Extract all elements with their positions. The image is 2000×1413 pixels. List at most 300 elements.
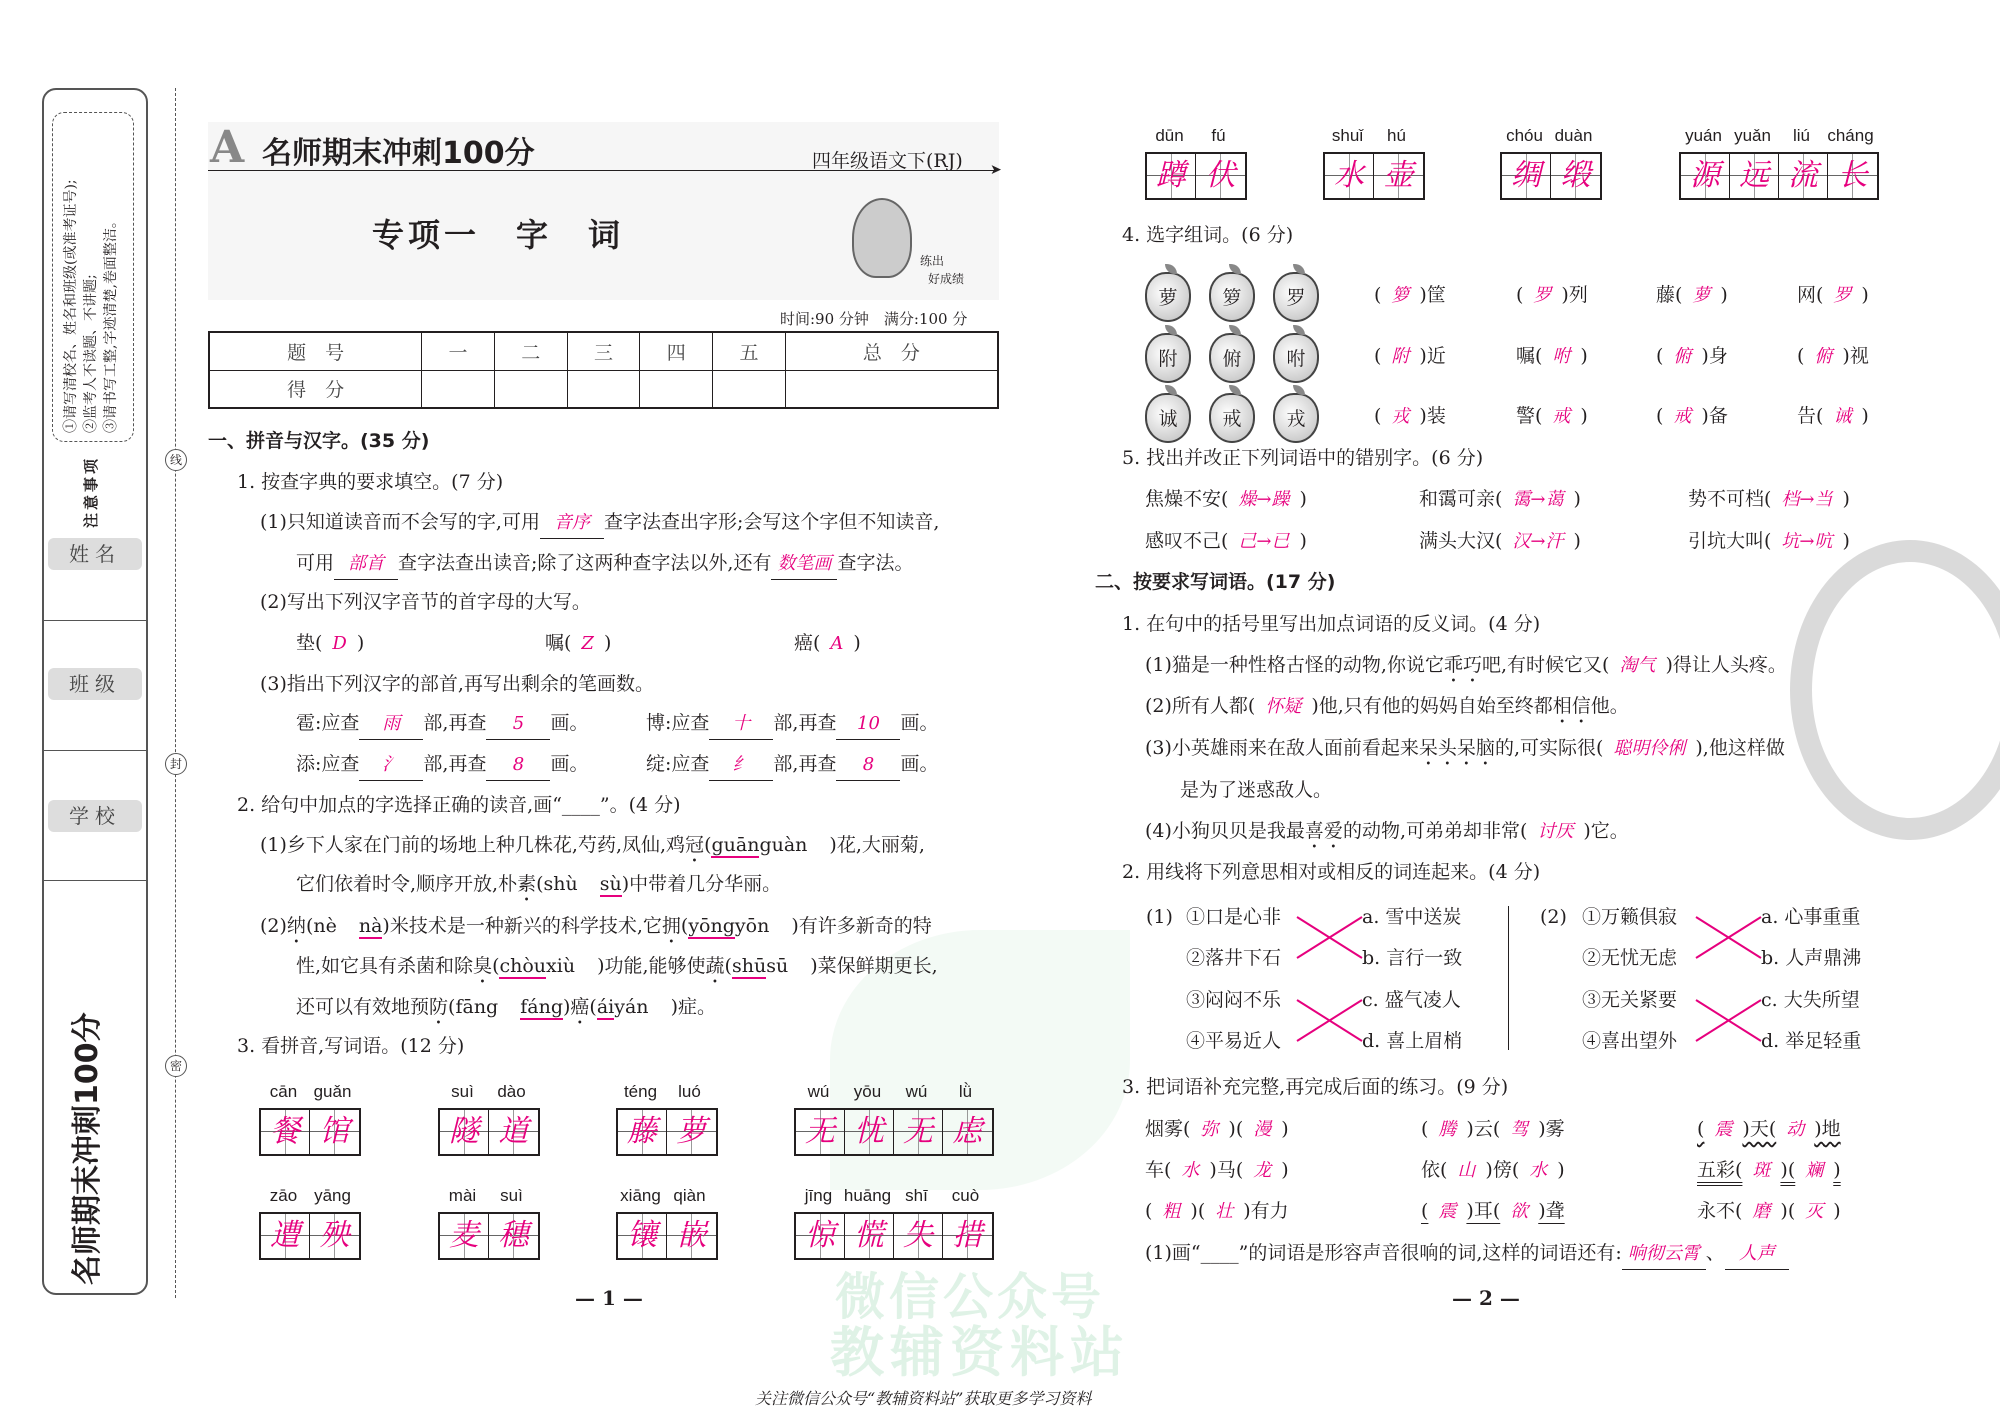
time-info: 时间:90 分钟 满分:100 分	[780, 310, 968, 328]
word-grid	[616, 1186, 718, 1260]
pinyin-option: fāng	[455, 996, 499, 1018]
question-4	[1122, 220, 1293, 250]
text: )	[1573, 488, 1581, 510]
text: 、	[1705, 1242, 1725, 1264]
answer: 戎	[1391, 406, 1410, 427]
character-cell: 远	[1730, 154, 1779, 198]
text: 嘱(	[1516, 345, 1543, 367]
text: ),他这样做	[1695, 737, 1785, 759]
cell	[1688, 484, 1908, 515]
dotted-word: 素	[517, 873, 537, 895]
text: )	[853, 632, 861, 654]
table-header: 四	[640, 332, 713, 370]
cell	[1145, 1196, 1421, 1227]
text: )马(	[1209, 1159, 1244, 1181]
cell	[1374, 280, 1516, 311]
cell	[1516, 401, 1656, 432]
text: (	[448, 996, 456, 1018]
cell	[1516, 280, 1656, 311]
cell	[545, 628, 794, 659]
match-right-item[interactable]: d. 喜上眉梢	[1362, 1030, 1463, 1052]
answer-blank: 十	[709, 709, 773, 740]
text-line	[1145, 733, 1785, 770]
match-left-item[interactable]: ②落井下石	[1186, 947, 1282, 969]
text: 添:应查	[296, 753, 360, 775]
answer: 己→已	[1238, 531, 1290, 552]
match-left-item[interactable]: ①万籁俱寂	[1582, 906, 1678, 928]
text: )雾	[1538, 1118, 1565, 1140]
text: (	[1516, 284, 1524, 306]
pinyin: hú	[1387, 126, 1406, 145]
pinyin: wú	[807, 1082, 830, 1101]
dotted-word: 冠	[685, 834, 705, 856]
stamp-watermark-icon	[1790, 540, 2000, 840]
character-cell: 慌	[845, 1214, 894, 1258]
answer-blank: 氵	[359, 750, 423, 781]
answer: 水	[1181, 1160, 1200, 1181]
text: 的动物,可弟弟却非常(	[1342, 820, 1528, 842]
text: 画。	[900, 712, 939, 734]
text: 部,再查	[773, 753, 837, 775]
text: 车(	[1145, 1159, 1172, 1181]
answer: 附	[1391, 346, 1410, 367]
character-cell: 餐	[261, 1110, 310, 1154]
character-cell: 殃	[310, 1214, 359, 1258]
match-left-item[interactable]: ②无忧无虑	[1582, 947, 1678, 969]
score-cell[interactable]	[422, 370, 495, 408]
cell	[1374, 401, 1516, 432]
cell	[1697, 1155, 1947, 1186]
text: 雹:应查	[296, 712, 360, 734]
text-line	[296, 628, 994, 659]
apple-choice: 诚	[1145, 393, 1191, 443]
question-1	[237, 467, 503, 497]
pinyin: fú	[1211, 126, 1226, 145]
pinyin: yāng	[314, 1186, 351, 1205]
chosen-pinyin: nà	[358, 915, 383, 937]
character-cell: 惊	[796, 1214, 845, 1258]
character-grid	[1679, 152, 1879, 200]
divider	[44, 620, 146, 621]
page-number: — 2 —	[1452, 1286, 1520, 1310]
table-header: 总 分	[785, 332, 998, 370]
chosen-pinyin: shū	[731, 955, 767, 977]
dotted-word: 呆头呆脑	[1418, 737, 1495, 759]
answer: 龙	[1253, 1160, 1272, 1181]
answer: 淘气	[1619, 655, 1656, 676]
character-grid	[794, 1108, 994, 1156]
text: (	[1656, 405, 1664, 427]
text: (	[536, 873, 544, 895]
dotted-word: 蔬	[705, 955, 725, 977]
dotted-word: 喜爱	[1304, 820, 1343, 842]
answer: 动	[1786, 1119, 1805, 1140]
character-cell: 穗	[489, 1214, 538, 1258]
answer-blank: 数笔画	[771, 549, 837, 580]
text: )	[1861, 405, 1869, 427]
character-grid	[259, 1212, 361, 1260]
notice-title: 注意事项	[82, 455, 100, 528]
text: )中带着几分华丽。	[621, 873, 782, 895]
answer: 坑→吭	[1781, 531, 1833, 552]
text: )	[1580, 405, 1588, 427]
text: )	[1281, 1159, 1289, 1181]
character-grid	[438, 1212, 540, 1260]
answer: 萝	[1692, 285, 1711, 306]
text: (	[1656, 345, 1664, 367]
wavy-underlined-text: (	[1697, 1118, 1705, 1140]
text-line	[1145, 1196, 1947, 1227]
word-grid	[438, 1082, 540, 1156]
text: 满头大汉(	[1419, 530, 1503, 552]
character-cell: 隧	[440, 1110, 489, 1154]
character-grid	[616, 1108, 718, 1156]
header-logo: 名师期末冲刺100分	[262, 136, 535, 171]
text: 查字法。	[837, 552, 914, 574]
pinyin-option: nè	[313, 915, 337, 937]
pinyin: guǎn	[313, 1082, 352, 1101]
text: (4)小狗贝贝是我最	[1145, 820, 1305, 842]
cell	[1421, 1114, 1697, 1145]
text: 还可以有效地预	[296, 996, 430, 1018]
text: )得让人头疼。	[1665, 654, 1787, 676]
divider	[44, 750, 146, 751]
character-cell: 长	[1828, 154, 1877, 198]
pinyin: dào	[497, 1082, 526, 1101]
notice-box	[52, 112, 134, 442]
pinyin-row	[259, 1186, 361, 1206]
page-number: — 1 —	[575, 1286, 643, 1310]
text-line	[296, 708, 938, 740]
text: )	[1557, 1159, 1565, 1181]
apple-choice: 罗	[1273, 272, 1319, 322]
name-label: 姓名	[48, 538, 142, 570]
cell	[1697, 1114, 1947, 1145]
text: (1)只知道读音而不会写的字,可用	[260, 511, 540, 533]
text: )	[1861, 284, 1869, 306]
underlined-text: )耳(	[1466, 1200, 1501, 1222]
dotted-word: 癌	[570, 996, 590, 1018]
answer: 汉→汗	[1512, 531, 1564, 552]
text: 3. 看拼音,写词语。(12 分)	[237, 1035, 465, 1057]
cell	[1797, 341, 1917, 372]
answer: 戒	[1673, 406, 1692, 427]
answer: 讨厌	[1537, 821, 1574, 842]
pinyin: wú	[905, 1082, 928, 1101]
text: 嘱(	[545, 632, 572, 654]
chosen-pinyin: sù	[599, 873, 622, 895]
match-line	[1297, 1000, 1362, 1041]
text: 网(	[1797, 284, 1824, 306]
group-label: (2)	[1540, 906, 1567, 928]
answer-blank: 5	[486, 709, 550, 740]
match-line	[1297, 917, 1362, 958]
text-line	[1145, 1114, 1947, 1145]
character-cell: 无	[894, 1110, 943, 1154]
text: )身	[1701, 345, 1728, 367]
text: 告(	[1797, 405, 1824, 427]
text: 2. 给句中加点的字选择正确的读音,画“____”。(4 分)	[237, 794, 681, 816]
text: 1. 按查字典的要求填空。(7 分)	[237, 471, 504, 493]
text: )	[1842, 530, 1850, 552]
seal-mark: 封	[165, 753, 187, 775]
character-cell: 缎	[1551, 154, 1600, 198]
text: )云(	[1466, 1118, 1501, 1140]
text: 他。	[1590, 695, 1629, 717]
text: 查字法查出读音;除了这两种查字法以外,还有	[398, 552, 772, 574]
match-left-item[interactable]: ④平易近人	[1186, 1030, 1282, 1052]
text: 画。	[900, 753, 939, 775]
answer: 聪明伶俐	[1613, 738, 1686, 759]
cell	[1797, 401, 1917, 432]
text: )	[1573, 530, 1581, 552]
text: 2. 用线将下列意思相对或相反的词连起来。(4 分)	[1122, 861, 1541, 883]
answer: 燥→躁	[1238, 489, 1290, 510]
text: )	[1299, 530, 1307, 552]
answer: 粗	[1162, 1201, 1181, 1222]
text: 癌(	[794, 632, 821, 654]
answer: 山	[1457, 1160, 1476, 1181]
text: (	[492, 955, 500, 977]
text: )	[1299, 488, 1307, 510]
apple-choice: 咐	[1273, 333, 1319, 383]
score-cell[interactable]	[640, 370, 713, 408]
character-cell: 麦	[440, 1214, 489, 1258]
text: 藤(	[1656, 284, 1683, 306]
text-line	[260, 911, 932, 948]
answer: 箩	[1391, 285, 1410, 306]
chosen-pinyin: guān	[711, 834, 760, 856]
answer: 弥	[1200, 1119, 1219, 1140]
text: 感叹不己(	[1145, 530, 1229, 552]
cell	[1145, 1155, 1421, 1186]
character-grid	[438, 1108, 540, 1156]
text: )菜保鲜期更长,	[810, 955, 938, 977]
pinyin-row	[1500, 126, 1602, 146]
answer: 震	[1714, 1119, 1733, 1140]
cell	[1421, 1155, 1697, 1186]
match-right-item[interactable]: c. 盛气凌人	[1362, 989, 1461, 1011]
text: (2)	[260, 915, 287, 937]
pinyin: xiāng	[620, 1186, 661, 1205]
divider	[44, 880, 146, 881]
answer: 磨	[1752, 1201, 1771, 1222]
text: )(	[1190, 1200, 1206, 1222]
text: 是为了迷惑敌人。	[1180, 779, 1333, 801]
pinyin: mài	[448, 1186, 477, 1205]
text: 绽:应查	[646, 753, 710, 775]
text: 查字法查出字形;会写这个字但不知读音,	[603, 511, 940, 533]
text: 垫(	[296, 632, 323, 654]
score-cell[interactable]	[567, 370, 640, 408]
text: 4. 选字组词。(6 分)	[1122, 224, 1294, 246]
cell	[794, 628, 994, 659]
arrow-icon: ➤	[990, 162, 1002, 178]
text: 永不(	[1697, 1200, 1743, 1222]
cut-line	[175, 88, 176, 1298]
answer: 霭→蔼	[1512, 489, 1564, 510]
text: 1. 在句中的括号里写出加点词语的反义词。(4 分)	[1122, 613, 1541, 635]
table-header: 一	[422, 332, 495, 370]
answer: A	[830, 633, 844, 654]
score-cell[interactable]	[494, 370, 567, 408]
text: 可用	[296, 552, 335, 574]
pinyin: yōu	[853, 1082, 882, 1101]
match-left-item[interactable]: ④喜出望外	[1582, 1030, 1678, 1052]
question-5	[1122, 443, 1483, 473]
answer: 罗	[1533, 285, 1552, 306]
text: (	[1374, 405, 1382, 427]
text: )视	[1842, 345, 1869, 367]
text: (	[724, 955, 732, 977]
cell	[1145, 1114, 1421, 1145]
text: (	[680, 915, 689, 937]
answer: 水	[1529, 1160, 1548, 1181]
match-right-item[interactable]: d. 举足轻重	[1761, 1030, 1862, 1052]
match-left-item[interactable]: ③无关紧要	[1582, 989, 1678, 1011]
character-cell: 绸	[1502, 154, 1551, 198]
match-right-item[interactable]: b. 人声鼎沸	[1761, 947, 1862, 969]
text: 势不可档(	[1688, 488, 1772, 510]
pinyin: liú	[1792, 126, 1810, 145]
table-header: 二	[494, 332, 567, 370]
text: 5. 找出并改正下列词语中的错别字。(6 分)	[1122, 447, 1484, 469]
text: )有力	[1243, 1200, 1289, 1222]
character-cell: 遭	[261, 1214, 310, 1258]
text: )	[1580, 345, 1588, 367]
pinyin: shī	[905, 1186, 928, 1205]
cell	[1656, 341, 1797, 372]
character-cell: 伏	[1196, 154, 1245, 198]
dotted-word: 拥	[661, 915, 681, 937]
match-right-item[interactable]: a. 心事重重	[1761, 906, 1861, 928]
cell	[1421, 1196, 1697, 1227]
pinyin-row	[616, 1082, 718, 1102]
dotted-word: 相信	[1552, 695, 1591, 717]
pinyin: dūn	[1155, 126, 1184, 145]
text-line	[296, 548, 913, 580]
cell	[296, 628, 545, 659]
text: 和霭可亲(	[1419, 488, 1503, 510]
underlined-text: )聋	[1538, 1200, 1565, 1222]
text: )	[1720, 284, 1728, 306]
double-underlined-text: )(	[1780, 1159, 1796, 1181]
score-cell[interactable]	[785, 370, 998, 408]
question-3	[237, 1031, 464, 1061]
question-3	[1122, 1072, 1508, 1102]
answer: 斑	[1752, 1160, 1771, 1181]
answer-blank: 响彻云霄	[1622, 1239, 1706, 1270]
pinyin: qiàn	[673, 1186, 706, 1205]
text: 焦燥不安(	[1145, 488, 1229, 510]
pinyin-option: guàn	[759, 834, 808, 856]
text-line	[1145, 691, 1629, 728]
watermark-site: 教辅资料站	[830, 1321, 1130, 1384]
answer: 震	[1438, 1201, 1457, 1222]
footer-note: 关注微信公众号“教辅资料站”获取更多学习资料	[755, 1389, 1092, 1408]
text: )	[1281, 1118, 1289, 1140]
cell	[1797, 280, 1917, 311]
pinyin-option: yán	[614, 996, 649, 1018]
underlined-text: (	[1421, 1200, 1429, 1222]
text-line	[296, 992, 716, 1029]
pinyin-row	[794, 1186, 994, 1206]
section-heading	[1095, 567, 1335, 597]
pinyin-option: shù	[543, 873, 578, 895]
match-right-item[interactable]: b. 言行一致	[1362, 947, 1463, 969]
match-right-item[interactable]: a. 雪中送炭	[1362, 906, 1462, 928]
dotted-word: 臭	[473, 955, 493, 977]
score-cell[interactable]	[713, 370, 786, 408]
apple-choice: 萝	[1145, 272, 1191, 322]
text: (	[589, 996, 597, 1018]
text: )装	[1419, 405, 1446, 427]
answer: 诫	[1833, 406, 1852, 427]
word-grid	[438, 1186, 540, 1260]
character-cell: 蹲	[1147, 154, 1196, 198]
binding-logo: 名师期末冲刺100分	[70, 1012, 105, 1285]
cell	[296, 749, 646, 781]
match-left-item[interactable]: ①口是心非	[1186, 906, 1282, 928]
pinyin-row	[438, 1082, 540, 1102]
text: )米技术是一种新兴的科学技术,它	[382, 915, 662, 937]
text: (1)乡下人家在门前的场地上种几株花,芍药,凤仙,鸡	[260, 834, 686, 856]
text: )	[1842, 488, 1850, 510]
text: 部,再查	[773, 712, 837, 734]
question-2	[1122, 857, 1540, 887]
text-line	[296, 749, 938, 781]
character-cell: 馆	[310, 1110, 359, 1154]
double-underlined-text: )	[1833, 1159, 1841, 1181]
mascot-text: 好成绩	[928, 272, 965, 286]
text: (	[305, 915, 314, 937]
text-line	[296, 951, 938, 988]
pinyin-row	[616, 1186, 718, 1206]
pinyin-row	[794, 1082, 994, 1102]
character-cell: 源	[1681, 154, 1730, 198]
character-cell: 措	[943, 1214, 992, 1258]
answer-blank: 纟	[709, 750, 773, 781]
watermark-wechat: 微信公众号	[835, 1268, 1105, 1326]
notice-item: ②监考人不读题、不讲题;	[83, 274, 99, 433]
text-line	[1145, 650, 1787, 687]
match-left-item[interactable]: ③闷闷不乐	[1186, 989, 1282, 1011]
text: )花,大丽菊,	[829, 834, 925, 856]
chosen-pinyin: yōng	[688, 915, 735, 937]
character-cell: 萝	[667, 1110, 716, 1154]
text: (1)猫是一种性格古怪的动物,你说它	[1145, 654, 1444, 676]
chosen-pinyin: fáng	[520, 996, 563, 1018]
pinyin: luó	[678, 1082, 701, 1101]
pinyin: duàn	[1554, 126, 1593, 145]
text: 它们依着时令,顺序开放,朴	[296, 873, 518, 895]
pinyin: suì	[451, 1082, 474, 1101]
cell	[646, 708, 938, 740]
match-right-item[interactable]: c. 大失所望	[1761, 989, 1860, 1011]
pinyin: jīng	[804, 1186, 833, 1205]
grade-label: 四年级语文下(RJ)	[812, 150, 963, 172]
text: )它。	[1583, 820, 1629, 842]
character-cell: 流	[1779, 154, 1828, 198]
text-line	[1145, 816, 1629, 853]
character-cell: 镶	[618, 1214, 667, 1258]
answer-blank: 人声	[1725, 1239, 1789, 1270]
text: 画。	[550, 712, 589, 734]
answer: 戒	[1552, 406, 1571, 427]
cell	[1656, 401, 1797, 432]
pinyin: lǜ	[958, 1082, 973, 1101]
character-cell: 忧	[845, 1110, 894, 1154]
